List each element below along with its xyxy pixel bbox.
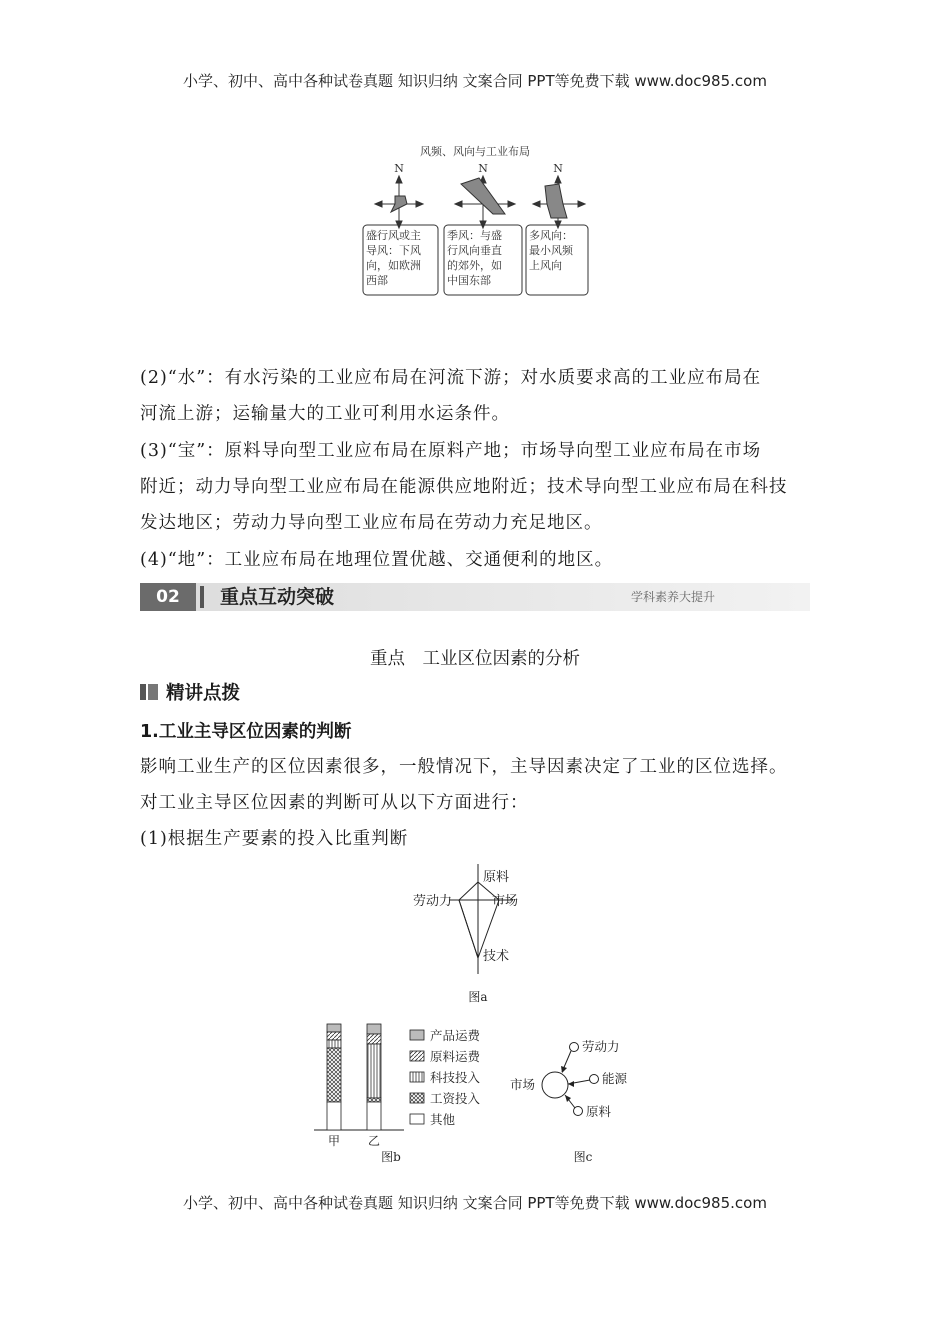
text-line: 附近；动力导向型工业应布局在能源供应地附近；技术导向型工业应布局在科技	[140, 477, 788, 497]
bar-jia-tech	[327, 1040, 341, 1048]
section-divider	[200, 586, 204, 608]
wind-box-1-line: 盛行风或主	[366, 229, 421, 242]
bar-yi	[367, 1024, 381, 1130]
figure-c	[508, 1030, 648, 1170]
paragraph-land	[140, 542, 812, 578]
wind-figure	[355, 138, 595, 300]
node-labor	[570, 1043, 579, 1052]
fig-a-right-label: 市场	[492, 894, 519, 909]
section-bar	[140, 583, 810, 611]
market-circle	[542, 1072, 568, 1098]
legend-swatch-raw	[410, 1051, 424, 1061]
wind-box-2-line: 中国东部	[447, 274, 491, 287]
paragraph-treasure	[140, 433, 812, 541]
wind-box-1-line: 向，如欧洲	[366, 259, 421, 272]
fig-c-caption: 图c	[573, 1150, 593, 1164]
bar-yi-product	[367, 1024, 381, 1034]
legend-label: 科技投入	[430, 1070, 481, 1085]
fig-a-caption: 图a	[468, 990, 488, 1004]
figure-a	[405, 862, 535, 1010]
text-line: 河流上游；运输量大的工业可利用水运条件。	[140, 404, 510, 424]
section-marker-icon	[140, 684, 158, 705]
bar-jia-raw	[327, 1032, 341, 1040]
wind-box-1-line: 西部	[366, 274, 388, 287]
text-line: (3)“宝”：原料导向型工业应布局在原料产地；市场导向型工业应布局在市场	[140, 441, 762, 461]
fig-a-left-label: 劳动力	[413, 894, 453, 909]
subheading-text: 精讲点拨	[166, 683, 241, 704]
bar-label-jia: 甲	[327, 1134, 341, 1148]
item-heading: 1.工业主导区位因素的判断	[140, 722, 352, 742]
fig-c-node-label: 能源	[602, 1071, 628, 1086]
bar-yi-other	[367, 1102, 381, 1130]
node-energy	[590, 1075, 599, 1084]
page-footer: 小学、初中、高中各种试卷真题 知识归纳 文案合同 PPT等免费下载 www.doc985.com	[183, 1194, 767, 1212]
section-subtitle: 学科素养大提升	[630, 590, 715, 604]
wind-box-3-line: 多风向：	[529, 229, 573, 242]
fig-c-node-label: 劳动力	[582, 1039, 620, 1054]
north-label-1: N	[394, 162, 404, 175]
bar-jia-other	[327, 1102, 341, 1130]
paragraph-water	[140, 360, 812, 432]
legend-label: 产品运费	[430, 1028, 481, 1043]
bar-jia-product	[327, 1024, 341, 1032]
legend-swatch-other	[410, 1114, 424, 1124]
wind-figure-title: 风频、风向与工业布局	[420, 145, 530, 158]
legend-swatch-tech	[410, 1072, 424, 1082]
bar-yi-tech	[367, 1044, 381, 1098]
page-header: 小学、初中、高中各种试卷真题 知识归纳 文案合同 PPT等免费下载 www.doc985.com	[183, 72, 767, 90]
text-line: 发达地区；劳动力导向型工业应布局在劳动力充足地区。	[140, 513, 603, 533]
fig-c-center-label: 市场	[510, 1077, 536, 1092]
bar-label-yi: 乙	[367, 1134, 381, 1148]
text-line: 影响工业生产的区位因素很多，一般情况下，主导因素决定了工业的区位选择。	[140, 757, 788, 777]
fig-b-caption: 图b	[381, 1150, 401, 1164]
wind-box-2-line: 行风向垂直	[447, 244, 502, 257]
text-line: (2)“水”：有水污染的工业应布局在河流下游；对水质要求高的工业应布局在	[140, 368, 762, 388]
compass-3	[533, 176, 585, 228]
legend-label: 工资投入	[430, 1091, 481, 1106]
legend-label: 原料运费	[430, 1049, 481, 1064]
legend-swatch-wage	[410, 1093, 424, 1103]
wind-box-1-line: 导风：下风	[366, 244, 421, 257]
text-line: (1)根据生产要素的投入比重判断	[140, 829, 409, 849]
section-title: 重点互动突破	[220, 586, 335, 608]
section-number: 02	[140, 583, 196, 611]
compass-2	[455, 176, 515, 228]
bar-yi-raw	[367, 1034, 381, 1044]
bar-yi-wage	[367, 1098, 381, 1102]
wind-box-2-line: 季风：与盛	[447, 229, 502, 242]
north-label-2: N	[478, 162, 488, 175]
legend-label: 其他	[430, 1112, 456, 1127]
fig-c-node-label: 原料	[586, 1104, 612, 1119]
compass-1	[375, 176, 423, 228]
wind-box-3-line: 上风向	[529, 259, 562, 272]
bar-jia	[327, 1024, 341, 1130]
text-line: 对工业主导区位因素的判断可从以下方面进行：	[140, 793, 529, 813]
subheading	[140, 679, 240, 705]
figure-b	[310, 1018, 500, 1168]
fig-a-bottom-label: 技术	[483, 949, 510, 964]
bar-jia-wage	[327, 1048, 341, 1102]
text-line: (4)“地”：工业应布局在地理位置优越、交通便利的地区。	[140, 550, 614, 570]
body-text	[140, 749, 812, 857]
focus-title: 重点 工业区位因素的分析	[370, 649, 580, 669]
fig-a-top-label: 原料	[483, 870, 510, 885]
wind-box-2-line: 的郊外，如	[447, 259, 502, 272]
legend-swatch-product	[410, 1030, 424, 1040]
wind-box-3-line: 最小风频	[529, 244, 573, 257]
north-label-3: N	[553, 162, 563, 175]
